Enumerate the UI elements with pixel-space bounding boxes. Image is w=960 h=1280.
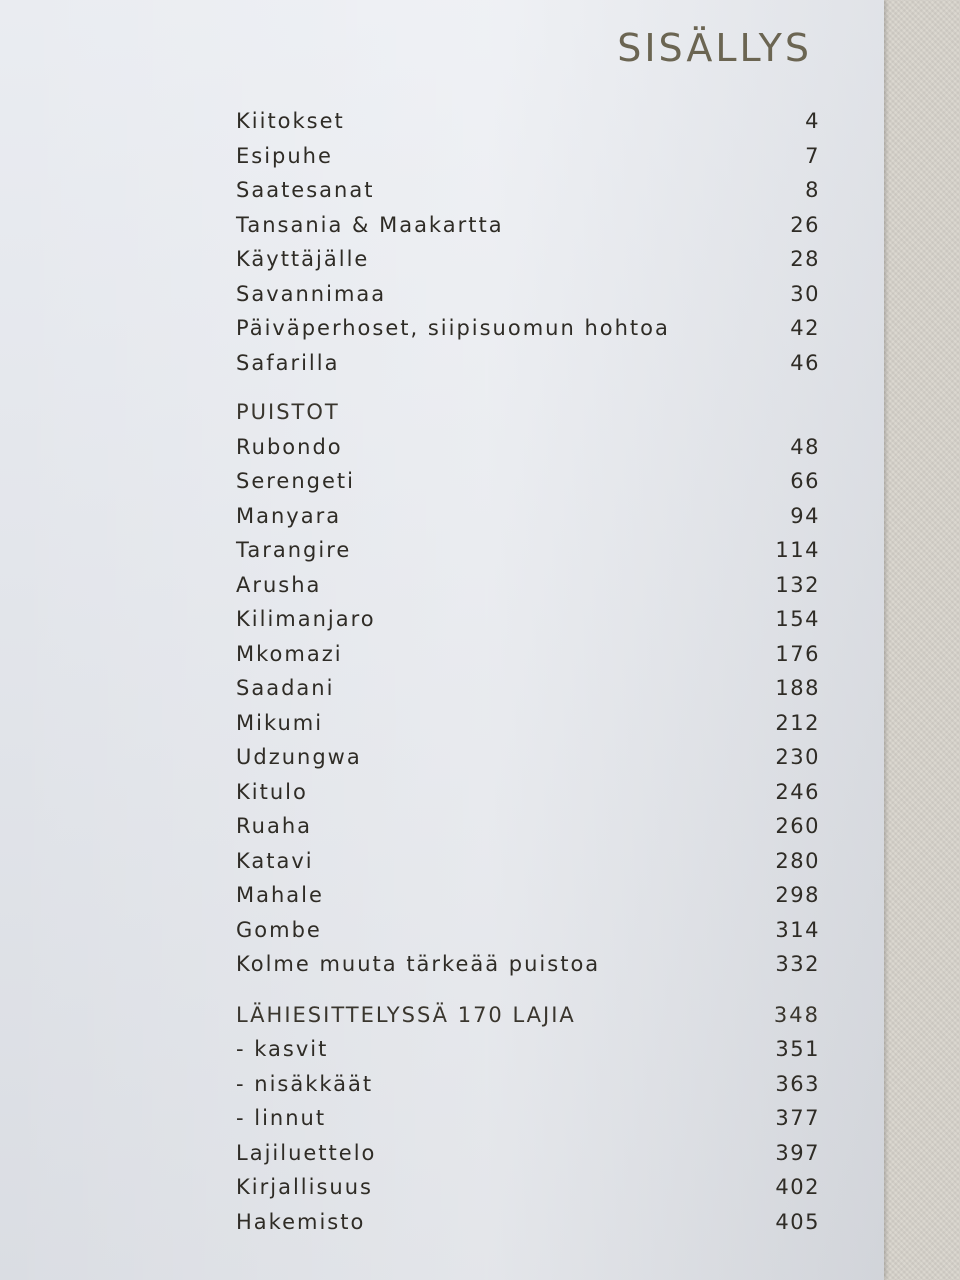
toc-entry-kiitokset[interactable] (236, 104, 820, 139)
toc-entry-page: 42 (790, 316, 820, 340)
toc-entry-katavi[interactable] (236, 844, 820, 879)
toc-entry-label: - nisäkkäät (236, 1071, 374, 1096)
toc-entry-label: Serengeti (236, 469, 355, 493)
table-of-contents (236, 104, 820, 1239)
toc-entry-label: Ruaha (236, 814, 313, 838)
toc-entry-page: 46 (790, 350, 820, 375)
toc-entry-label: Saadani (236, 676, 335, 700)
toc-entry-gombe[interactable] (236, 913, 820, 948)
toc-entry-page: 28 (790, 247, 820, 271)
toc-entry-label: Saatesanat (236, 178, 375, 202)
toc-entry-label: Mkomazi (236, 641, 343, 666)
toc-entry-page: 314 (775, 917, 820, 942)
toc-entry-manyara[interactable] (236, 499, 820, 534)
toc-entry-kasvit[interactable] (236, 1032, 820, 1067)
toc-entry-kayttajalle[interactable] (236, 242, 820, 277)
section-heading-label: PUISTOT (236, 400, 340, 424)
section-heading-lahiesittelyssa[interactable] (236, 998, 820, 1033)
toc-entry-label: Arusha (236, 572, 322, 597)
toc-entry-kitulo[interactable] (236, 775, 820, 810)
toc-entry-label: Kilimanjaro (236, 607, 376, 631)
toc-entry-label: Hakemisto (236, 1209, 366, 1234)
toc-entry-kolme-muuta[interactable] (236, 947, 820, 982)
section-spacer (236, 982, 820, 998)
toc-entry-label: Mahale (236, 883, 324, 907)
toc-entry-label: Kiitokset (236, 109, 345, 133)
toc-entry-page: 30 (790, 281, 820, 306)
toc-entry-ruaha[interactable] (236, 809, 820, 844)
section-heading-label: LÄHIESITTELYSSÄ 170 LAJIA (236, 1002, 576, 1027)
toc-entry-safarilla[interactable] (236, 346, 820, 381)
toc-entry-page: 332 (775, 952, 820, 976)
toc-entry-label: Tansania & Maakartta (236, 212, 504, 237)
toc-entry-page: 48 (790, 434, 820, 459)
toc-entry-page: 7 (805, 143, 820, 168)
toc-entry-hakemisto[interactable] (236, 1205, 820, 1240)
toc-entry-page: 351 (775, 1037, 820, 1061)
toc-entry-page: 363 (775, 1071, 820, 1096)
toc-entry-label: Mikumi (236, 710, 324, 735)
toc-entry-label: Kitulo (236, 779, 308, 804)
toc-entry-label: Esipuhe (236, 143, 333, 168)
toc-entry-page: 212 (775, 710, 820, 735)
toc-entry-rubondo[interactable] (236, 430, 820, 465)
toc-entry-kirjallisuus[interactable] (236, 1170, 820, 1205)
toc-entry-label: Katavi (236, 848, 314, 873)
toc-entry-page: 298 (775, 883, 820, 907)
section-spacer (236, 380, 820, 395)
toc-entry-page: 132 (775, 572, 820, 597)
toc-entry-label: Tarangire (236, 538, 352, 562)
toc-entry-label: Kolme muuta tärkeää puistoa (236, 952, 601, 976)
toc-entry-tarangire[interactable] (236, 533, 820, 568)
toc-entry-page: 8 (805, 178, 820, 202)
toc-entry-kilimanjaro[interactable] (236, 602, 820, 637)
toc-entry-page: 188 (775, 676, 820, 700)
parks-section (236, 395, 820, 982)
toc-entry-page: 348 (773, 1002, 820, 1027)
section-heading-puistot (236, 395, 820, 430)
toc-entry-label: Savannimaa (236, 281, 387, 306)
toc-entry-mkomazi[interactable] (236, 637, 820, 672)
toc-entry-label: Käyttäjälle (236, 247, 370, 271)
toc-entry-label: Gombe (236, 917, 322, 942)
toc-entry-label: Lajiluettelo (236, 1140, 377, 1165)
toc-entry-label: Safarilla (236, 350, 340, 375)
toc-entry-label: Manyara (236, 503, 342, 528)
toc-entry-saadani[interactable] (236, 671, 820, 706)
toc-entry-arusha[interactable] (236, 568, 820, 603)
toc-entry-label: - linnut (236, 1106, 327, 1130)
toc-entry-page: 246 (775, 779, 820, 804)
page-title: SISÄLLYS (617, 26, 812, 70)
toc-entry-page: 26 (790, 212, 820, 237)
toc-entry-label: - kasvit (236, 1037, 329, 1061)
toc-entry-udzungwa[interactable] (236, 740, 820, 775)
toc-entry-label: Rubondo (236, 434, 343, 459)
species-section (236, 998, 820, 1240)
toc-entry-serengeti[interactable] (236, 464, 820, 499)
toc-entry-page: 397 (775, 1140, 820, 1165)
toc-entry-lajiluettelo[interactable] (236, 1136, 820, 1171)
toc-entry-page: 114 (775, 538, 820, 562)
toc-entry-page: 280 (775, 848, 820, 873)
toc-entry-page: 4 (805, 109, 820, 133)
toc-entry-esipuhe[interactable] (236, 139, 820, 174)
toc-entry-mikumi[interactable] (236, 706, 820, 741)
toc-entry-tansania-maakartta[interactable] (236, 208, 820, 243)
intro-section (236, 104, 820, 380)
toc-entry-page: 94 (790, 503, 820, 528)
toc-entry-mahale[interactable] (236, 878, 820, 913)
toc-entry-label: Päiväperhoset, siipisuomun hohtoa (236, 316, 670, 340)
toc-entry-page: 405 (775, 1209, 820, 1234)
toc-entry-page: 230 (775, 745, 820, 769)
toc-entry-paivaperhoset[interactable] (236, 311, 820, 346)
toc-entry-label: Kirjallisuus (236, 1175, 373, 1199)
toc-entry-page: 66 (790, 469, 820, 493)
toc-entry-page: 176 (775, 641, 820, 666)
toc-entry-page: 402 (775, 1175, 820, 1199)
toc-entry-label: Udzungwa (236, 745, 362, 769)
toc-entry-nisakkaat[interactable] (236, 1067, 820, 1102)
toc-entry-page: 154 (775, 607, 820, 631)
toc-entry-page: 377 (775, 1106, 820, 1130)
toc-entry-page: 260 (775, 814, 820, 838)
toc-entry-saatesanat[interactable] (236, 173, 820, 208)
toc-entry-savannimaa[interactable] (236, 277, 820, 312)
toc-entry-linnut[interactable] (236, 1101, 820, 1136)
